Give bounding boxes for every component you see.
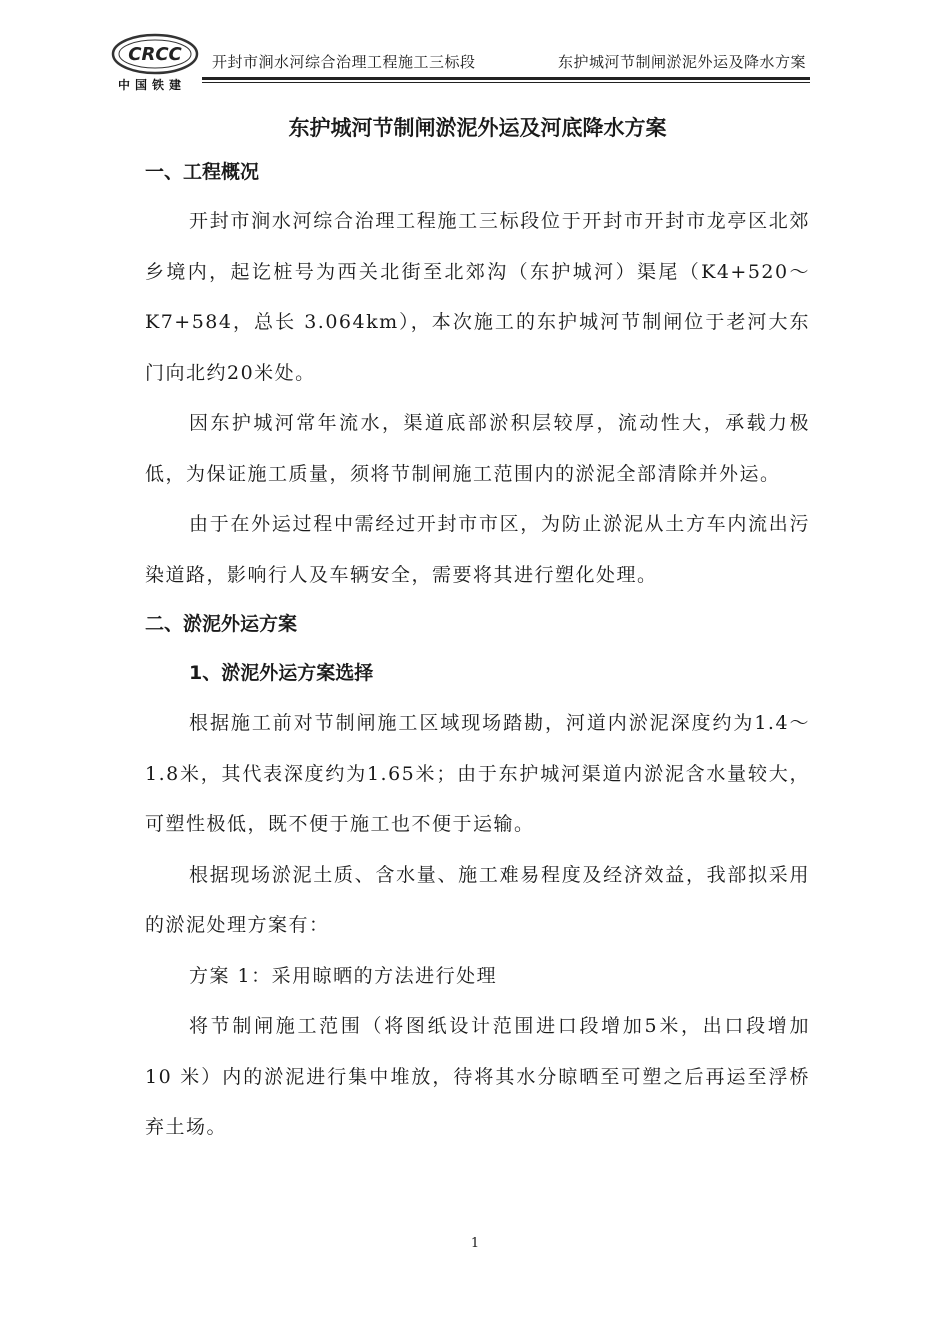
subsection-heading-plan-selection: 1、淤泥外运方案选择: [189, 662, 374, 684]
crcc-emblem-icon: [110, 32, 200, 76]
paragraph: 方案 1：采用晾晒的方法进行处理: [189, 964, 498, 987]
page-header: [110, 32, 810, 90]
document-title: 东护城河节制闸淤泥外运及河底降水方案: [288, 116, 667, 140]
header-rule-thick: [202, 77, 810, 80]
paragraph: 根据施工前对节制闸施工区域现场踏勘，河道内淤泥深度约为1.4～1.8米，其代表深度约为1.65米；由于东护城河渠道内淤泥含水量较大，可塑性极低，既不便于施工也不便于运输。: [145, 712, 810, 835]
logo-mark: CRCC: [128, 44, 182, 65]
logo-caption: 中国铁建: [118, 78, 187, 92]
paragraph: 将节制闸施工范围（将图纸设计范围进口段增加5米，出口段增加 10 米）内的淤泥进行集中堆放，待将其水分晾晒至可塑之后再运至浮桥弃土场。: [145, 1015, 810, 1138]
page-number: 1: [470, 1236, 480, 1251]
document-body: [145, 108, 810, 1153]
paragraph: 根据现场淤泥土质、含水量、施工难易程度及经济效益，我部拟采用的淤泥处理方案有：: [145, 863, 810, 936]
crcc-logo: [110, 32, 200, 90]
paragraph: 因东护城河常年流水，渠道底部淤积层较厚，流动性大，承载力极低，为保证施工质量，须将节制闸施工范围内的淤泥全部清除并外运。: [145, 412, 810, 485]
paragraph: 开封市涧水河综合治理工程施工三标段位于开封市开封市龙亭区北郊乡境内，起讫桩号为西关北街至北郊沟（东护城河）渠尾（K4+520～K7+584，总长 3.064km），本次施工的东护城河节制闸位于老河大东门向北约20米处。: [145, 210, 810, 384]
header-document-name: 东护城河节制闸淤泥外运及降水方案: [557, 53, 806, 71]
section-heading-silt-transport: 二、淤泥外运方案: [145, 613, 298, 635]
header-rule-thin: [202, 82, 810, 83]
paragraph: 由于在外运过程中需经过开封市市区，为防止淤泥从土方车内流出污染道路，影响行人及车辆安全，需要将其进行塑化处理。: [145, 513, 810, 586]
section-heading-overview: 一、工程概况: [145, 161, 260, 183]
header-project-name: 开封市涧水河综合治理工程施工三标段: [212, 53, 476, 71]
